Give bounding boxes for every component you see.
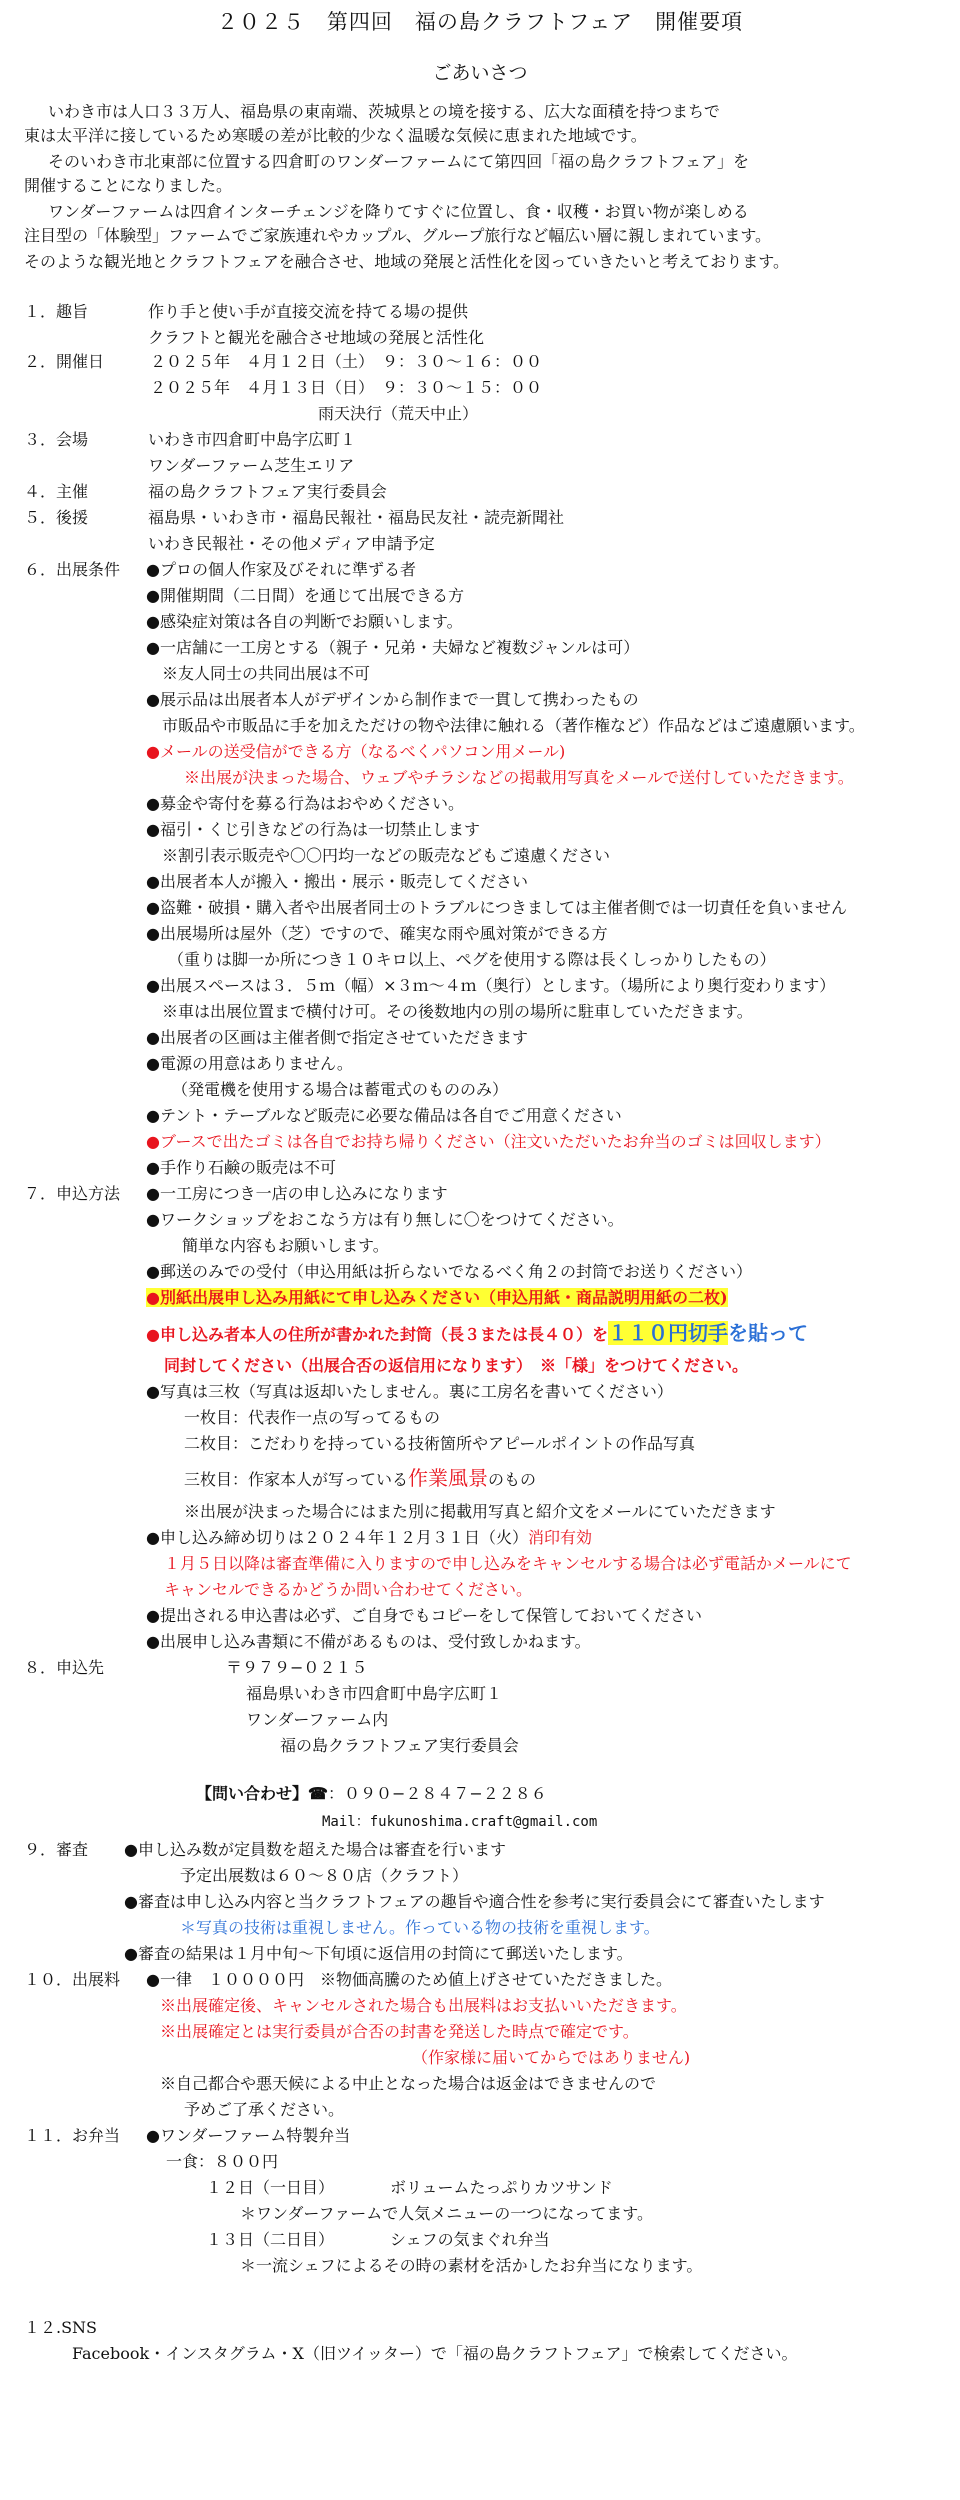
section-label-dates: ２．開催日: [24, 352, 105, 371]
photo-line: 二枚目：こだわりを持っている技術箇所やアピールポイントの作品写真: [184, 1434, 696, 1453]
condition-item: ●募金や寄付を募る行為はおやめください。: [146, 794, 464, 813]
venue-line: ワンダーファーム芝生エリア: [148, 456, 355, 475]
condition-item: ●プロの個人作家及びそれに準ずる者: [146, 560, 416, 579]
condition-item: ●出展スペースは３．５ｍ（幅）×３ｍ〜４ｍ（奥行）とします。（場所により奥行変わります）: [146, 976, 836, 995]
fee-note: ※出展確定後、キャンセルされた場合も出展料はお支払いいただきます。: [160, 1996, 687, 2015]
envelope-text: ●申し込み者本人の住所が書かれた封筒（長３または長４０）を: [146, 1325, 608, 1344]
lunch-day1-note: ＊ワンダーファームで人気メニューの一つになってます。: [240, 2204, 653, 2223]
lunch-item: ●ワンダーファーム特製弁当: [146, 2126, 351, 2145]
section-label-purpose: １．趣旨: [24, 302, 89, 321]
intro-line: いわき市は人口３３万人、福島県の東南端、茨城県との境を接する、広大な面積を持つまちで: [48, 102, 720, 121]
condition-item: ●展示品は出展者本人がデザインから制作まで一貫して携わったもの: [146, 690, 639, 709]
screening-item: ●審査の結果は１月中旬〜下旬頃に返信用の封筒にて郵送いたします。: [124, 1944, 633, 1963]
lunch-day2-menu: シェフの気まぐれ弁当: [390, 2230, 550, 2249]
intro-line: 東は太平洋に接しているため寒暖の差が比較的少なく温暖な気候に恵まれた地域です。: [24, 126, 647, 145]
address-line: 福島県いわき市四倉町中島字広町１: [246, 1684, 503, 1703]
condition-item: ●福引・くじ引きなどの行為は一切禁止します: [146, 820, 480, 839]
application-item: ●写真は三枚（写真は返却いたしません。裏に工房名を書いてください）: [146, 1382, 673, 1401]
condition-note: 市販品や市販品に手を加えただけの物や法律に触れる（著作権など）作品などはご遠慮願います。: [162, 716, 865, 735]
photo-line-third: [184, 1464, 536, 1494]
stamp-highlight: １１０円切手: [607, 1321, 728, 1345]
organizer-line: 福の島クラフトフェア実行委員会: [148, 482, 387, 501]
screening-photo-note: ＊写真の技術は重視しません。作っている物の技術を重視します。: [180, 1918, 660, 1937]
phone-icon: ☎: [308, 1784, 328, 1803]
photo-line-text: 三枚目：作家本人が写っている: [184, 1470, 409, 1489]
section-label-application: ７．申込方法: [24, 1184, 121, 1203]
postmark-note: 消印有効: [527, 1528, 592, 1547]
greeting-heading: ごあいさつ: [432, 62, 528, 84]
fee-note: ※出展確定とは実行委員が合否の封書を発送した時点で確定です。: [160, 2022, 639, 2041]
contact-email[interactable]: Mail：fukunoshima.craft@gmail.com: [322, 1814, 598, 1830]
screening-item: ●審査は申し込み内容と当クラフトフェアの趣旨や適合性を参考に実行委員会にて審査いたします: [124, 1892, 825, 1911]
application-item: ●提出される申込書は必ず、ご自身でもコピーをして保管しておいてください: [146, 1606, 703, 1625]
address-line: ワンダーファーム内: [246, 1710, 389, 1729]
condition-item: ●出展者本人が搬入・搬出・展示・販売してください: [146, 872, 528, 891]
application-note: 簡単な内容もお願いします。: [182, 1236, 389, 1255]
condition-item: ●テント・テーブルなど販売に必要な備品は各自でご用意ください: [146, 1106, 622, 1125]
application-form-item: [146, 1286, 728, 1310]
section-label-address: ８．申込先: [24, 1658, 105, 1677]
contact-label: 【問い合わせ】: [196, 1784, 309, 1803]
section-label-fee: １０．出展料: [24, 1970, 121, 1989]
contact-phone: [196, 1782, 547, 1806]
application-item: ●ワークショップをおこなう方は有り無しに〇をつけてください。: [146, 1210, 624, 1229]
application-item: ●郵送のみでの受付（申込用紙は折らないでなるべく角２の封筒でお送りください）: [146, 1262, 752, 1281]
date-line: ２０２５年 ４月１３日（日） ９：３０〜１５：００: [150, 378, 543, 397]
deadline-text: ●申し込み締め切りは２０２４年１２月３１日（火）: [146, 1528, 528, 1547]
condition-note: （重りは脚一か所につき１０キロ以上、ペグを使用する際は長くしっかりしたもの）: [168, 950, 776, 969]
intro-line: 注目型の「体験型」ファームでご家族連れやカップル、グループ旅行など幅広い層に親しまれています。: [24, 226, 772, 245]
refund-note: 予めご了承ください。: [184, 2100, 345, 2119]
condition-item: ●出展者の区画は主催者側で指定させていただきます: [146, 1028, 528, 1047]
condition-item: ●出展場所は屋外（芝）ですので、確実な雨や風対策ができる方: [146, 924, 608, 943]
section-label-sns: １２.SNS: [24, 2318, 98, 2337]
sponsor-line: 福島県・いわき市・福島民報社・福島民友社・読売新聞社: [148, 508, 565, 527]
screening-note: 予定出展数は６０〜８０店（クラフト）: [180, 1866, 469, 1885]
phone-number[interactable]: ：０９０−２８４７−２２８６: [327, 1784, 547, 1803]
purpose-line: クラフトと観光を融合させ地域の発展と活性化: [148, 328, 485, 347]
weather-note: 雨天決行（荒天中止）: [318, 404, 479, 423]
condition-item-garbage: ●ブースで出たゴミは各自でお持ち帰りください（注文いただいたお弁当のゴミは回収します）: [146, 1132, 831, 1151]
envelope-item: [146, 1318, 808, 1350]
condition-item: ●電源の用意はありません。: [146, 1054, 353, 1073]
application-form-text: ●別紙出展申し込み用紙にて申し込みください（申込用紙・商品説明用紙の二枚): [146, 1288, 728, 1307]
condition-item-email: ●メールの送受信ができる方（なるべくパソコン用メール): [146, 742, 566, 761]
intro-line: そのいわき市北東部に位置する四倉町のワンダーファームにて第四回「福の島クラフトフェア」を: [48, 152, 749, 171]
application-item: ●出展申し込み書類に不備があるものは、受付致しかねます。: [146, 1632, 591, 1651]
intro-line: そのような観光地とクラフトフェアを融合させ、地域の発展と活性化を図っていきたいと考えております。: [24, 252, 789, 271]
purpose-line: 作り手と使い手が直接交流を持てる場の提供: [148, 302, 469, 321]
condition-note: （発電機を使用する場合は蓄電式のもののみ）: [172, 1080, 509, 1099]
lunch-day2-note: ＊一流シェフによるその時の素材を活かしたお弁当になります。: [240, 2256, 703, 2275]
sns-note: Facebook・インスタグラム・X（旧ツイッター）で「福の島クラフトフェア」で検索してください。: [72, 2344, 798, 2363]
section-label-lunch: １１．お弁当: [24, 2126, 121, 2145]
work-scene-highlight: 作業風景: [408, 1466, 489, 1490]
lunch-day1-menu: ボリュームたっぷりカツサンド: [390, 2178, 613, 2197]
section-label-screening: ９．審査: [24, 1840, 89, 1859]
section-label-venue: ３．会場: [24, 430, 89, 449]
condition-note: ※友人同士の共同出展は不可: [162, 664, 371, 683]
section-label-sponsors: ５．後援: [24, 508, 89, 527]
stamp-suffix: を貼って: [727, 1321, 808, 1345]
condition-item: ●盗難・破損・購入者や出展者同士のトラブルにつきましては主催者側では一切責任を負いません: [146, 898, 848, 917]
photo-line: 一枚目：代表作一点の写ってるもの: [184, 1408, 441, 1427]
photo-line-suffix: のもの: [488, 1470, 537, 1489]
screening-item: ●申し込み数が定員数を超えた場合は審査を行います: [124, 1840, 506, 1859]
deadline-item: [146, 1526, 592, 1550]
sponsor-line: いわき民報社・その他メディア申請予定: [148, 534, 435, 553]
cancel-note: キャンセルできるかどうか問い合わせてください。: [164, 1580, 533, 1599]
section-label-conditions: ６．出展条件: [24, 560, 121, 579]
condition-note-email: ※出展が決まった場合、ウェブやチラシなどの掲載用写真をメールで送付していただきます。: [184, 768, 854, 787]
intro-line: 開催することになりました。: [24, 176, 233, 195]
section-label-organizer: ４．主催: [24, 482, 89, 501]
fee-note: （作家様に届いてからではありません): [412, 2048, 691, 2067]
condition-item: ●一店舗に一工房とする（親子・兄弟・夫婦など複数ジャンルは可）: [146, 638, 640, 657]
application-item: ●一工房につき一店の申し込みになります: [146, 1184, 448, 1203]
condition-note: ※車は出展位置まで横付け可。その後数地内の別の場所に駐車していただきます。: [162, 1002, 753, 1021]
fee-item: ●一律 １００００円 ※物価高騰のため値上げさせていただきました。: [146, 1970, 672, 1989]
cancel-note: １月５日以降は審査準備に入りますので申し込みをキャンセルする場合は必ず電話かメールにて: [164, 1554, 852, 1573]
document-title: ２０２５ 第四回 福の島クラフトフェア 開催要項: [216, 10, 744, 34]
date-line: ２０２５年 ４月１２日（土） ９：３０〜１６：００: [150, 352, 543, 371]
envelope-note: 同封してください（出展合否の返信用になります） ※「様」をつけてください。: [164, 1356, 749, 1375]
condition-item: ●開催期間（二日間）を通じて出展できる方: [146, 586, 464, 605]
condition-item: ●感染症対策は各自の判断でお願いします。: [146, 612, 463, 631]
condition-note: ※割引表示販売や〇〇円均一などの販売などもご遠慮ください: [162, 846, 611, 865]
application-note: ※出展が決まった場合にはまた別に掲載用写真と紹介文をメールにていただきます: [184, 1502, 776, 1521]
refund-note: ※自己都合や悪天候による中止となった場合は返金はできませんので: [160, 2074, 657, 2093]
postal-code: 〒９７９−０２１５: [226, 1658, 368, 1677]
lunch-day1: １２日（一日目）: [206, 2178, 335, 2197]
condition-item: ●手作り石鹸の販売は不可: [146, 1158, 336, 1177]
venue-line: いわき市四倉町中島字広町１: [148, 430, 357, 449]
lunch-price: 一食：８００円: [166, 2152, 279, 2171]
intro-line: ワンダーファームは四倉インターチェンジを降りてすぐに位置し、食・収穫・お買い物が楽しめる: [48, 202, 749, 221]
lunch-day2: １３日（二日目）: [206, 2230, 335, 2249]
address-line: 福の島クラフトフェア実行委員会: [280, 1736, 519, 1755]
